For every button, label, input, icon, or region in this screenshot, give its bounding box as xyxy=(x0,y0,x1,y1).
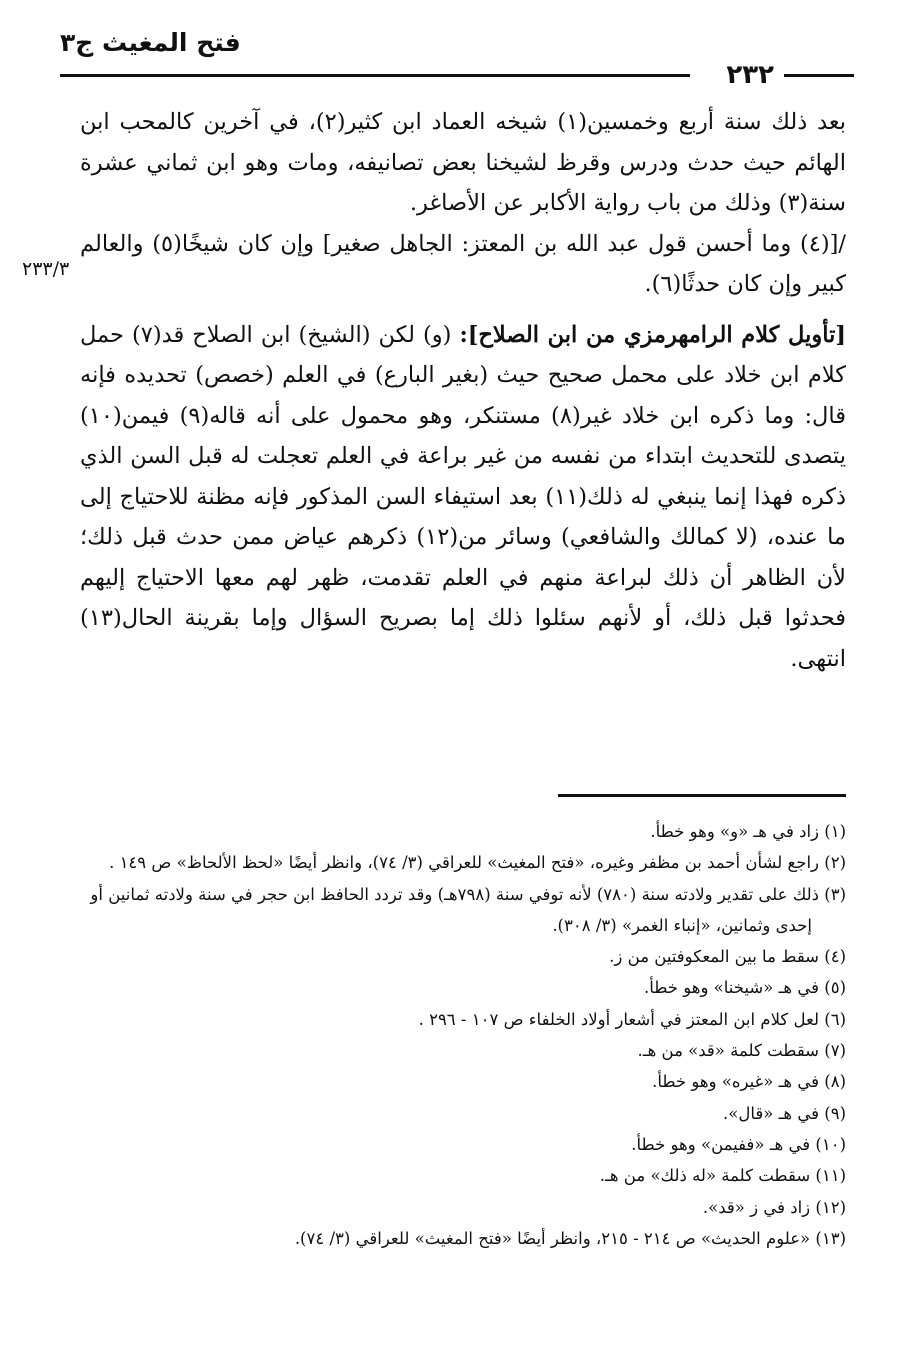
main-text xyxy=(80,102,846,679)
footnote: (٢) راجع لشأن أحمد بن مظفر وغيره، «فتح المغيث» للعراقي (٣/ ٧٤)، وانظر أيضًا «لحظ الألحاظ» ص ١٤٩ . xyxy=(109,853,846,873)
footnote: (٨) في هـ «غيره» وهو خطأ. xyxy=(652,1072,846,1092)
footnote: (٥) في هـ «شيخنا» وهو خطأ. xyxy=(643,978,846,998)
section-heading: [تأويل كلام الرامهرمزي من ابن الصلاح]: xyxy=(459,321,846,348)
footnote-divider xyxy=(558,794,846,797)
header-rule-short xyxy=(784,74,854,77)
footnote: (١) زاد في هـ «و» وهو خطأ. xyxy=(650,822,846,841)
footnote: (٣) ذلك على تقدير ولادته سنة (٧٨٠) لأنه توفي سنة (٧٩٨هـ) وقد تردد الحافظ ابن حجر في سنة ولادته ثمانين أو إحدى وثمانين، «إنباء الغمر» (٣/ ٣٠٨). xyxy=(90,884,846,935)
footnote: (١٢) زاد في ز «قد». xyxy=(702,1197,846,1217)
paragraph: /[(٤) وما أحسن قول عبد الله بن المعتز: الجاهل صغير] وإن كان شيخًا(٥) والعالم كبير وإن كان حدثًا(٦). xyxy=(80,230,846,297)
footnote: (٦) لعل كلام ابن المعتز في أشعار أولاد الخلفاء ص ١٠٧ - ٢٩٦ . xyxy=(418,1009,846,1029)
book-title: فتح المغيث ج٣ xyxy=(60,28,241,57)
running-header xyxy=(60,22,854,88)
paragraph: بعد ذلك سنة أربع وخمسين(١) شيخه العماد ابن كثير(٢)، في آخرين كالمحب ابن الهائم حيث حدث ودرس وقرظ لشيخنا بعض تصانيفه، ومات وهو ابن ثماني عشرة سنة(٣) وذلك من باب رواية الأكابر عن الأصاغر. xyxy=(80,109,847,216)
footnote: (١٠) في هـ «ففيمن» وهو خطأ. xyxy=(631,1134,846,1154)
footnote: (٩) في هـ «قال». xyxy=(723,1103,846,1123)
page-number: ٢٣٢ xyxy=(726,60,774,90)
footnote: (٤) سقط ما بين المعكوفتين من ز. xyxy=(609,947,846,967)
header-rule xyxy=(60,74,690,77)
margin-reference: ٢٣٣/٣ xyxy=(22,258,70,280)
footnote: (٧) سقطت كلمة «قد» من هـ. xyxy=(637,1041,846,1061)
footnote: (١٣) «علوم الحديث» ص ٢١٤ - ٢١٥، وانظر أيضًا «فتح المغيث» للعراقي (٣/ ٧٤). xyxy=(294,1228,846,1248)
footnotes xyxy=(76,816,846,1254)
footnote: (١١) سقطت كلمة «له ذلك» من هـ. xyxy=(599,1166,846,1186)
section-text: (و) لكن (الشيخ) ابن الصلاح قد(٧) حمل كلام ابن خلاد على محمل صحيح حيث (بغير البارع) في العلم (خصص) تحديده فإنه قال: وما ذكره ابن خلاد غير(٨) مستنكر، وهو محمول على أنه قاله(٩) فيمن(١٠) يتصدى للتحديث ابتداء من نفسه من غير براعة في العلم تعجلت له قبل السن الذي ذكره فهذا إنما ينبغي له ذلك(١١) بعد استيفاء السن المذكور فإنه مظنة للاحتياج إلى ما عنده، (لا كمالك والشافعي) وسائر من(١٢) ذكرهم عياض ممن حدث قبل ذلك؛ لأن الظاهر أن ذلك لبراعة منهم في العلم تقدمت، ظهر لهم معها الاحتياج إليهم فحدثوا قبل ذلك، أو لأنهم سئلوا ذلك إما بصريح السؤال وإما بقرينة الحال(١٣) انتهى. xyxy=(80,321,847,672)
section-paragraph xyxy=(80,315,846,680)
